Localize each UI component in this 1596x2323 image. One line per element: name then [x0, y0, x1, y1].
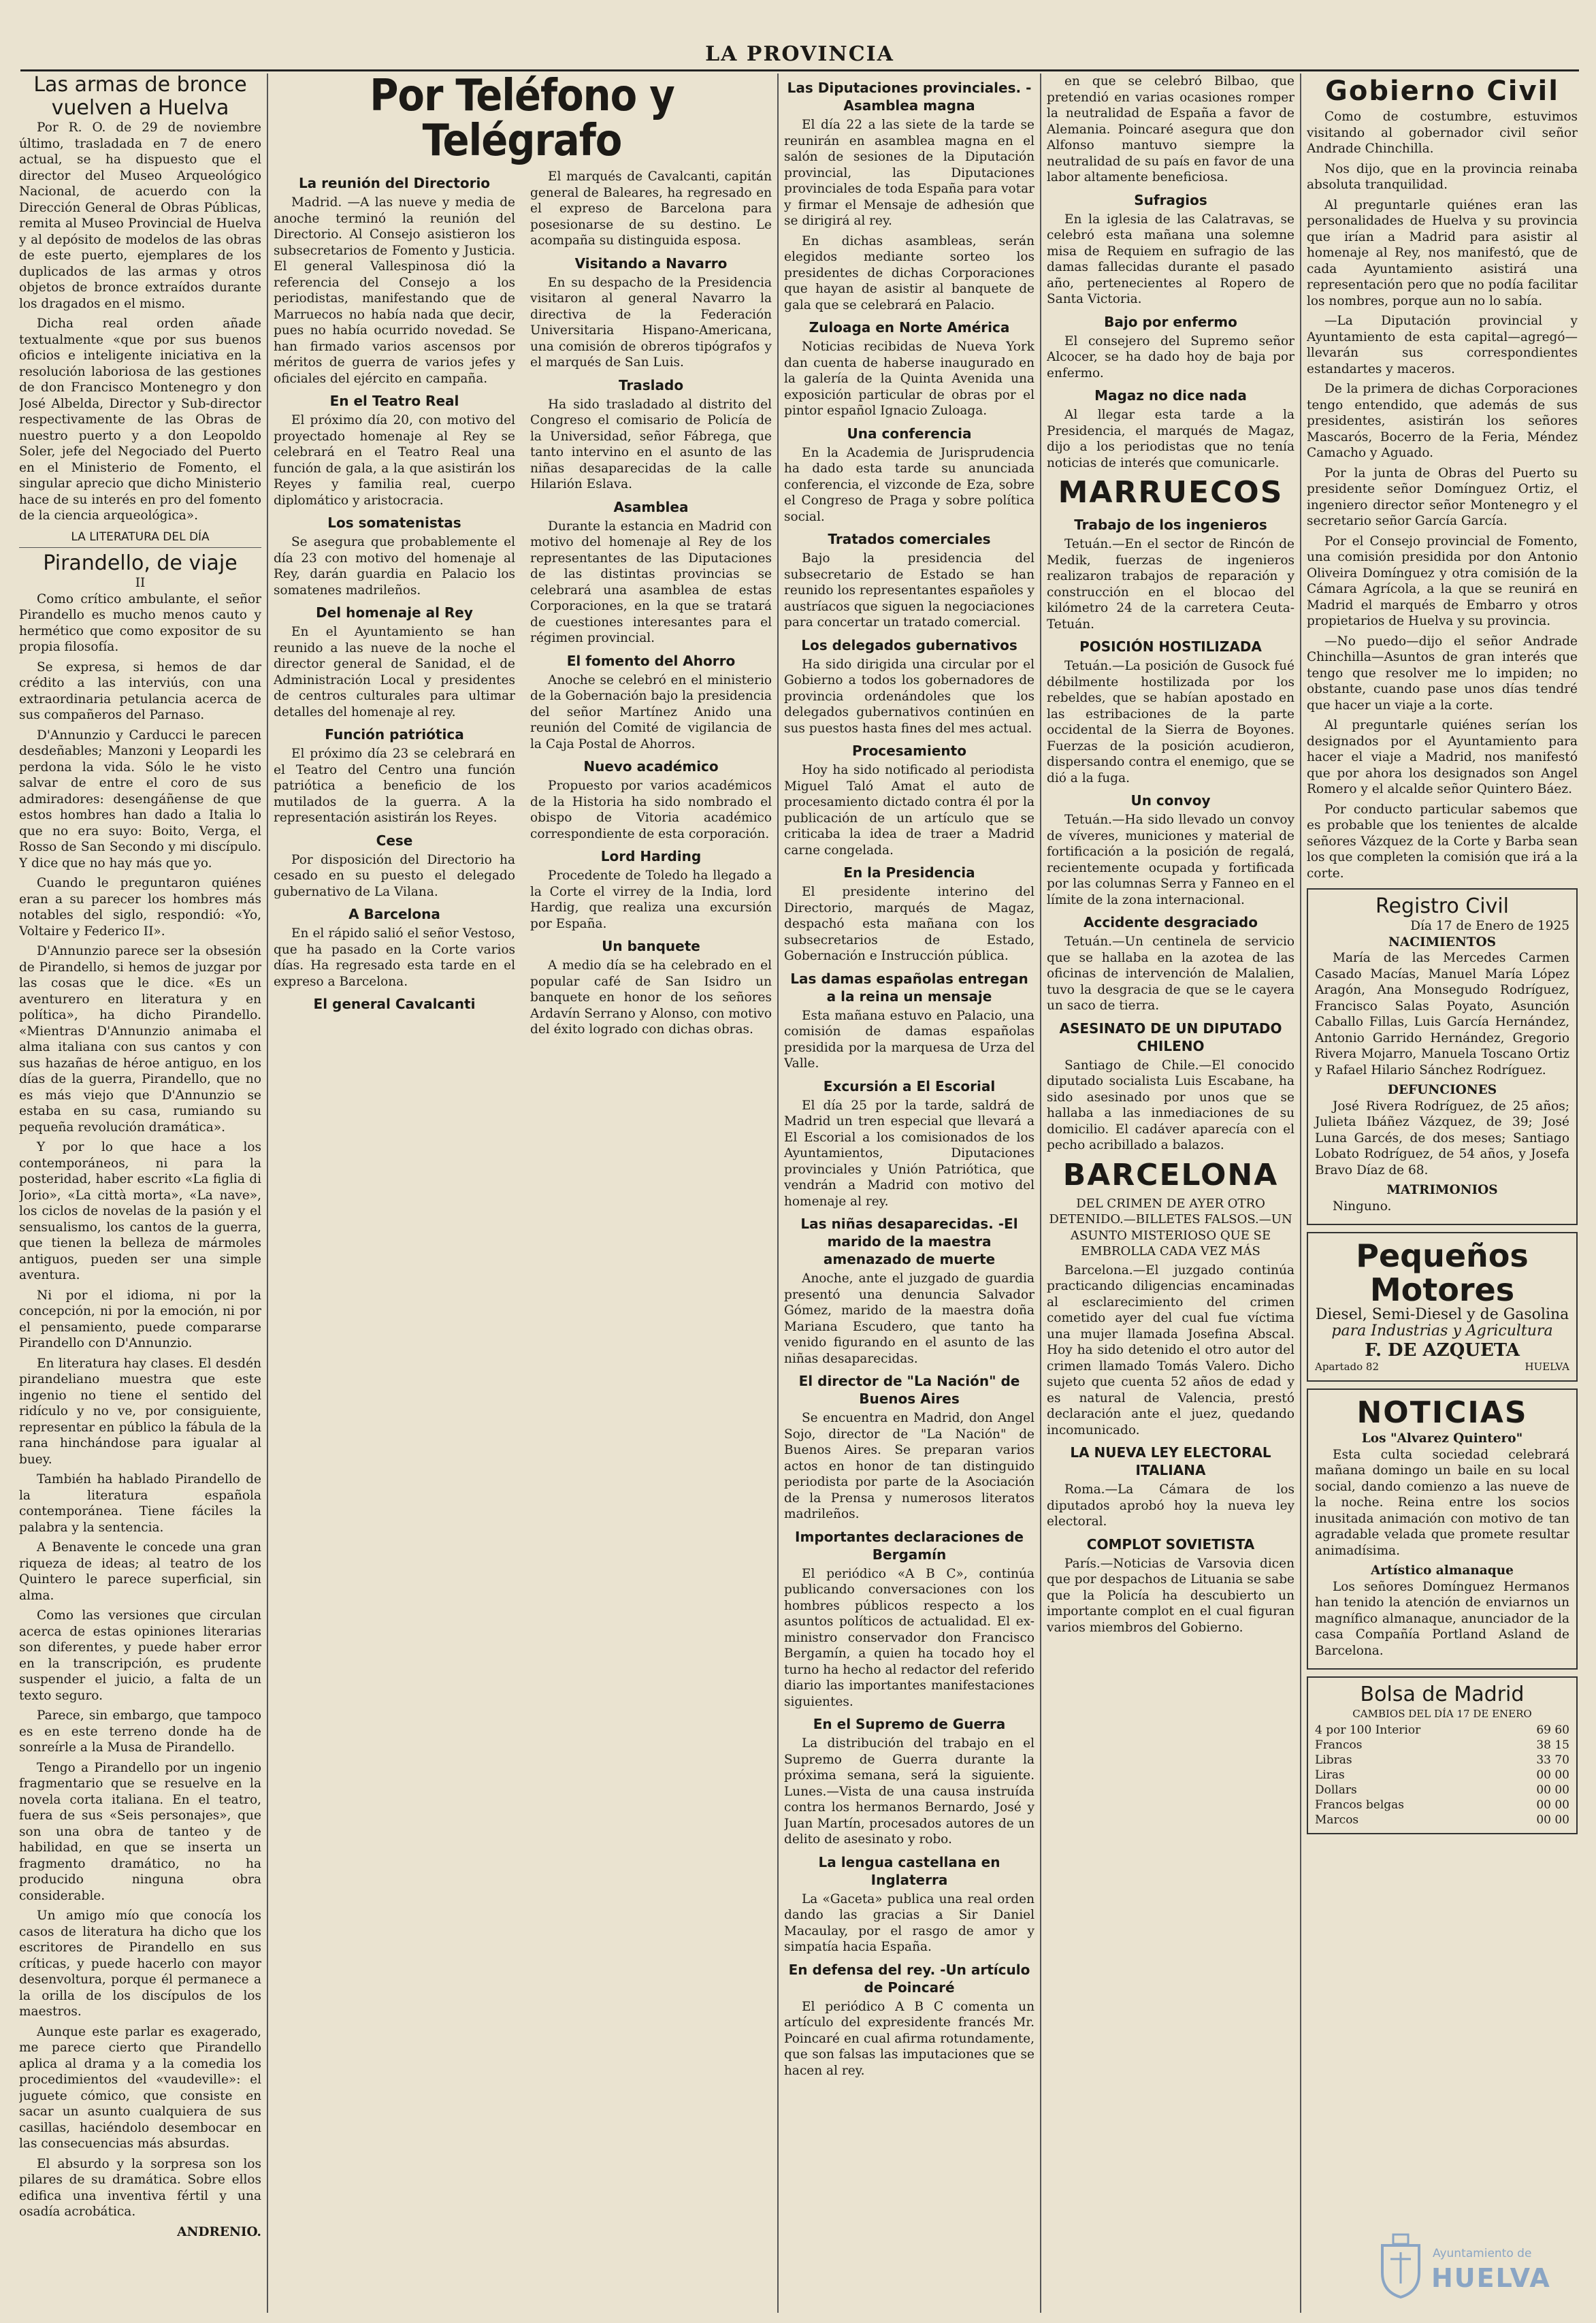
- article-paragraph: D'Annunzio y Carducci le parecen desdeñables; Manzoni y Leopardi les perdona la vida. Sólo le he visto salvar de entre el coro de sus admiradores: desengáñense de que estos hombres han dado a Italia lo que no era suyo: Boito, Verga, el Rosso de San Secondo y mi discípulo. Y dice que no hay más que yo.: [19, 728, 261, 871]
- news-text: Bajo la presidencia del subsecretario de Estado se han reunido los representantes españoles y austríacos que siguen la negociaciones para concertar un tratado comercial.: [784, 551, 1035, 630]
- news-headline: Los somatenistas: [327, 515, 461, 531]
- news-item: [274, 726, 515, 826]
- section-kicker: LA LITERATURA DEL DÍA: [19, 530, 261, 549]
- article-paragraph: Como de costumbre, estuvimos visitando al gobernador civil señor Andrade Chinchilla.: [1307, 110, 1578, 156]
- date-line: Día 17 de Enero de 1925: [1410, 919, 1569, 933]
- news-item: [274, 514, 515, 598]
- article-paragraph: En literatura hay clases. El desdén pirandeliano muestra que este ingenio no tiene el sentido del ridículo y no ve, por consiguiente, representar en público la fábula de la rana hinchándose para igualar al buey.: [19, 1356, 261, 1467]
- archive-seal: [1373, 2225, 1577, 2307]
- article-paragraph: Aunque este parlar es exagerado, me parece cierto que Pirandello aplica al drama y a la comedia los procedimientos del «vaudeville»: el juguete cómico, que consiste en sacar un asunto cualquiera de sus casillas, haciéndolo desembocar en las consecuencias más absurdas.: [19, 2024, 261, 2151]
- news-item: [530, 937, 772, 1038]
- column-rule: [267, 74, 268, 2313]
- bolsa-row: [1315, 1813, 1569, 1827]
- news-headline: El fomento del Ahorro: [566, 652, 736, 669]
- news-headline: Las niñas desaparecidas. -El marido de la maestra amenazado de muerte: [800, 1216, 1018, 1267]
- news-item: [784, 425, 1035, 525]
- article-paragraph: José Rivera Rodríguez, de 25 años; Julieta Ibáñez Vázquez, de 39; José Luna Garcés, de dos meses; Santiago Lobato Rodríguez, de 54 años, y Josefa Bravo Díaz de 68.: [1315, 1099, 1569, 1177]
- article-paragraph: Por la junta de Obras del Puerto su presidente señor Domínguez Ortiz, el ingeniero director señor Montenegro y el secretario señor García García.: [1307, 466, 1578, 528]
- news-text: Tetuán.—En el sector de Rincón de Medik, fuerzas de ingenieros realizaron trabajos de reparación y construcción en el blocao del kilómetro 24 de la carretera Ceuta-Tetuán.: [1047, 537, 1294, 632]
- article-paragraph: El absurdo y la sorpresa son los pilares de su dramática. Sobre ellos edifica una inventiva fértil y una osadía acrobática.: [19, 2156, 261, 2219]
- article-title: Las armas de bronce vuelven a Huelva: [33, 74, 247, 120]
- news-headline: En el Supremo de Guerra: [813, 1716, 1006, 1732]
- news-item: [1047, 313, 1294, 382]
- news-item: [274, 604, 515, 720]
- bolsa-row: [1315, 1738, 1569, 1753]
- subhead: DEFUNCIONES: [1387, 1083, 1497, 1097]
- bolsa-label: Dollars: [1315, 1783, 1357, 1797]
- news-item: [1047, 1020, 1294, 1154]
- news-item: [1047, 792, 1294, 908]
- bolsa-table: [1315, 1723, 1569, 1827]
- bolsa-value: 00 00: [1536, 1768, 1569, 1782]
- ad-line: para Industrias y Agricultura: [1331, 1322, 1553, 1339]
- news-text: La «Gaceta» publica una real orden dando las gracias a Sir Daniel Macaulay, por el rasgo de amor y simpatía hacia España.: [784, 1891, 1035, 1954]
- news-text: Propuesto por varios académicos de la Historia ha sido nombrado el obispo de Vitoria académico correspondiente de esta corporación.: [530, 779, 772, 841]
- news-sections: [784, 319, 1035, 2079]
- column-1: [19, 74, 261, 2313]
- section-banner: MARRUECOS: [1058, 475, 1284, 510]
- seal-caption: Ayuntamiento de: [1433, 2247, 1532, 2260]
- article-paragraph: Como crítico ambulante, el señor Pirandello es mucho menos cauto y hermético que como expositor de su propia filosofía.: [19, 591, 261, 654]
- section-title: Gobierno Civil: [1325, 76, 1559, 107]
- ad-footer: [1315, 1359, 1569, 1376]
- masthead: [20, 38, 1579, 71]
- news-text: El día 25 por la tarde, saldrá de Madrid un tren especial que llevará a El Escorial a los comisionados de los Ayuntamientos, Diputaciones provinciales y Unión Patriótica, que vendrán a Madrid con motivo del homenaje al rey.: [784, 1098, 1035, 1209]
- column-4: [1047, 74, 1294, 2313]
- news-headline: En la Presidencia: [843, 864, 975, 881]
- news-item: [530, 847, 772, 932]
- bolsa-label: Francos belgas: [1315, 1798, 1405, 1812]
- box-title: Registro Civil: [1375, 894, 1509, 918]
- article-paragraph: Como las versiones que circulan acerca de estas opiniones literarias son diferentes, y puede haber error en la transcripción, es prudente suspender el juicio, a falta de un texto seguro.: [19, 1608, 261, 1703]
- signature: ANDRENIO.: [177, 2224, 261, 2239]
- news-headline: La reunión del Directorio: [298, 175, 491, 191]
- article-paragraph: Por el Consejo provincial de Fomento, una comisión presidida por don Antonio Oliveira Domínguez y otra comisión de la Cámara Agrícola, a la que se reunirá en Madrid el marqués de Embarro y otros propietarios de Huelva y su provincia.: [1307, 534, 1578, 628]
- news-item: [784, 319, 1035, 419]
- article-paragraph: —No puedo—dijo el señor Andrade Chinchilla—Asuntos de gran interés que tengo que resolver me lo impiden; no obstante, cuando pase unos días tendré que hacer un viaje a la corte.: [1307, 634, 1578, 713]
- article-paragraph: Roma.—La Cámara de los diputados aprobó hoy la nueva ley electoral.: [1047, 1482, 1294, 1529]
- column-rule: [1040, 74, 1041, 2313]
- bolsa-value: 00 00: [1536, 1798, 1569, 1812]
- bolsa-value: 33 70: [1536, 1753, 1569, 1767]
- news-headline: Bajo por enfermo: [1104, 313, 1237, 330]
- article-paragraph: Un amigo mío que conocía los casos de literatura ha dicho que los escritores de Pirandello en sus críticas, y puede hacerlo con mayor desenvoltura, porque él permanece a la orilla de los discípulos de los maestros.: [19, 1908, 261, 2019]
- bolsa-value: 69 60: [1536, 1723, 1569, 1737]
- bolsa-label: 4 por 100 Interior: [1315, 1723, 1421, 1737]
- news-text: La distribución del trabajo en el Supremo de Guerra durante la próxima semana, será la siguiente. Lunes.—Vista de una causa instruída contra los hermanos Bernardo, José y Juan Martín, procesados autores de un delito de asesinato y robo.: [784, 1736, 1035, 1847]
- subhead: Artístico almanaque: [1371, 1563, 1514, 1578]
- news-item: [784, 1961, 1035, 2079]
- news-text: En su despacho de la Presidencia visitaron al general Navarro la directiva de la Federación Universitaria Hispano-Americana, una comisión de obreros tipógrafos y el marqués de San Luis.: [530, 275, 772, 370]
- article-paragraph: Se expresa, si hemos de dar crédito a las interviús, con una extraordinaria petulancia acerca de sus compañeros del Parnaso.: [19, 660, 261, 722]
- news-text: Ha sido trasladado al distrito del Congreso el comisario de Policía de la Universidad, señor Fábrega, que tanto intervino en el asunto de las niñas desaparecidas de la calle Hilarión Eslava.: [530, 397, 772, 491]
- article-paragraph: en que se celebró Bilbao, que pretendió en varias ocasiones romper la neutralidad de España a favor de Alemania. Poincaré asegura que don Alfonso mantuvo siempre la neutralidad de su país en favor de una labor altamente beneficiosa.: [1047, 74, 1294, 184]
- news-item: [784, 1077, 1035, 1210]
- news-item: [1047, 191, 1294, 308]
- news-text: Esta mañana estuvo en Palacio, una comisión de damas españolas presidida por la marquesa de Urza del Valle.: [784, 1008, 1035, 1071]
- news-headline: POSICIÓN HOSTILIZADA: [1079, 638, 1262, 655]
- news-item: [784, 742, 1035, 858]
- news-headline: Tratados comerciales: [828, 531, 991, 547]
- article-paragraph: Parece, sin embargo, que tampoco es en este terreno donde ha de sonreírle a la Musa de Pirandello.: [19, 1708, 261, 1755]
- part-numeral: II: [135, 576, 146, 590]
- news-headline: Los delegados gubernativos: [801, 636, 1017, 653]
- news-item: [530, 376, 772, 493]
- bolsa-label: Marcos: [1315, 1813, 1359, 1827]
- news-headline: Trabajo de los ingenieros: [1074, 517, 1267, 533]
- news-text: El marqués de Cavalcanti, capitán general de Baleares, ha regresado en el expreso de Barcelona para posesionarse de su destino. Le acompaña su distinguida esposa.: [530, 169, 772, 248]
- article-paragraph: Cuando le preguntaron quiénes eran a su parecer los hombres más notables del siglo, respondió: «Yo, Voltaire y Federico II».: [19, 876, 261, 939]
- news-item: [784, 1528, 1035, 1710]
- news-item: [784, 1853, 1035, 1955]
- news-sections: [1047, 516, 1294, 1154]
- article-paragraph: Por conducto particular sabemos que es probable que los tenientes de alcalde señores Vázquez de la Corte y Barba sean los que completen la comisión que irá a la corte.: [1307, 802, 1578, 881]
- news-item: [274, 905, 515, 990]
- section-banner: BARCELONA: [1062, 1157, 1279, 1192]
- subheadline: DEL CRIMEN DE AYER OTRO DETENIDO.—BILLETES FALSOS.—UN ASUNTO MISTERIOSO QUE SE EMBROLLA CADA VEZ MÁS: [1049, 1196, 1292, 1258]
- news-headline: Magaz no dice nada: [1094, 387, 1247, 404]
- advertisement: [1307, 1232, 1578, 1382]
- news-text: Tetuán.—Ha sido llevado un convoy de víveres, municiones y material de fortificación a la posición de regalá, recientemente ocupada y fortificada por las columnas Serra y Fanneo en el límite de la zona internacional.: [1047, 813, 1294, 907]
- news-headline: Procesamiento: [852, 743, 966, 759]
- news-text: En la Academia de Jurisprudencia ha dado esta tarde su anunciada conferencia, el vizconde de Eza, sobre el Congreso de Praga y sobre política social.: [784, 445, 1035, 524]
- ad-line: Diesel, Semi-Diesel y de Gasolina: [1315, 1306, 1569, 1323]
- column-rule: [777, 74, 779, 2313]
- article-body: [1307, 109, 1578, 881]
- news-item: [274, 392, 515, 508]
- news-headline: Nuevo académico: [583, 758, 719, 775]
- bolsa-value: 00 00: [1536, 1783, 1569, 1797]
- news-headline: Cese: [376, 832, 413, 849]
- news-headline: Excursión a El Escorial: [823, 1077, 996, 1094]
- news-headline: En defensa del rey. -Un artículo de Poincaré: [788, 1961, 1030, 1996]
- ad-title: Pequeños Motores: [1356, 1237, 1529, 1308]
- news-text: Noticias recibidas de Nueva York dan cuenta de haberse inaugurado en la galería de la Quinta Avenida una exposición particular de obras por el pintor español Ignacio Zuloaga.: [784, 340, 1035, 418]
- news-item: [274, 174, 515, 387]
- article-paragraph: Al preguntarle quiénes eran las personalidades de Huelva y su provincia que irían a Madrid para asistir al homenaje al Rey, nos manifestó, que de cada Ayuntamiento asistirá una representación pero que no podía facilitar los nombres, porque aun no lo sabía.: [1307, 197, 1578, 308]
- news-text: Santiago de Chile.—El conocido diputado socialista Luis Escabane, ha sido asesinado por unos que se hallaba a las inmediaciones de su domicilio. El cadáver aparecía con el pecho acribillado a balazos.: [1047, 1058, 1294, 1152]
- bolsa-row: [1315, 1753, 1569, 1768]
- bolsa-value: 00 00: [1536, 1813, 1569, 1827]
- news-text: El periódico «A B C», continúa publicando conversaciones con los hombres públicos respecto a los asuntos políticos de actualidad. El ex-ministro conservador don Francisco Bergamín, a quien ha tocado hoy el turno ha hecho al redactor del referido diario las importantes manifestaciones siguientes.: [784, 1566, 1035, 1709]
- article-paragraph: Dicha real orden añade textualmente «que por sus buenos oficios e inteligente iniciativa en la resolución laboriosa de las gestiones de don Francisco Montenegro y don José Albelda, Director y Sub-director respectivamente de las Obras de nuestro puerto y a don Leopoldo Soler, jefe del Negociado del Puerto en el Ministerio de Fomento, el singular aprecio que dicho Ministerio hace de su interés en pro del fomento de la ciencia arqueológica».: [19, 316, 261, 523]
- news-item: [784, 530, 1035, 631]
- news-headline: Función patriótica: [325, 726, 464, 743]
- article-paragraph: París.—Noticias de Varsovia dicen que por despachos de Lituania se sabe que la Policía ha descubierto un importante complot en el cual figuran varios miembros del Gobierno.: [1047, 1556, 1294, 1635]
- article-paragraph: —La Diputación provincial y Ayuntamiento de esta capital—agregó—llevarán sus correspondientes estandartes y maceros.: [1307, 314, 1578, 376]
- news-text: En la iglesia de las Calatravas, se celebró esta mañana una solemne misa de Requiem en sufragio de las damas fallecidas durante el pasado año, pertenecientes al Ropero de Santa Victoria.: [1047, 212, 1294, 306]
- column-5: [1307, 74, 1578, 2218]
- news-item: [784, 1372, 1035, 1523]
- news-item: [530, 255, 772, 371]
- subhead: NACIMIENTOS: [1388, 935, 1497, 949]
- subhead: Los "Alvarez Quintero": [1361, 1431, 1523, 1446]
- article-paragraph: María de las Mercedes Carmen Casado Macías, Manuel María López Aragón, Ana Monsegudo Rodríguez, Francisco Salas Poyato, Asunción Caballo Fillas, Luis García Hernández, Antonio Garrido Hernández, Gregorio Rivera Mojarro, Manuela Toscano Ortiz y Rafael Hilario Sánchez Rodríguez.: [1315, 951, 1569, 1077]
- date-line: CAMBIOS DEL DÍA 17 DE ENERO: [1352, 1708, 1532, 1720]
- news-item: [274, 832, 515, 900]
- article-paragraph: D'Annunzio parece ser la obsesión de Pirandello, si hemos de juzgar por las cosas que le dice. «Es un aventurero en literatura y en política», ha dicho Pirandello. «Mientras D'Annunzio animaba el alma italiana con sus cantos y con sus hazañas de héroe antiguo, en los días de la guerra, Pirandello, que no es más viejo que D'Annunzio se estaba en su casa, rumiando su pequeña revolución dramática».: [19, 944, 261, 1135]
- column-3: [784, 74, 1035, 2313]
- news-text: Se encuentra en Madrid, don Angel Sojo, director de "La Nación" de Buenos Aires. Se preparan varios actos en honor de tan distinguido periodista por parte de la Asociación de la Prensa y numerosos literatos madrileños.: [784, 1411, 1035, 1521]
- bolsa-value: 38 15: [1536, 1738, 1569, 1752]
- news-item: [784, 970, 1035, 1072]
- bolsa-label: Liras: [1315, 1768, 1345, 1782]
- article-paragraph: El día 22 a las siete de la tarde se reunirán en asamblea magna en el salón de sesiones de la Diputación provincial, las Diputaciones provinciales de toda España para votar y firmar el Mensaje de adhesión que se dirigirá al rey.: [784, 118, 1035, 228]
- article-paragraph: Tengo a Pirandello por un ingenio fragmentario que se resuelve en la novela corta italiana. En el teatro, fuera de sus «Seis personajes», que son una obra de tanteo y de habilidad, en que se inserta un fragmento dramático, no ha producido ninguna obra considerable.: [19, 1760, 261, 1903]
- article-paragraph: A Benavente le concede una gran riqueza de ideas; al teatro de los Quintero le parece superficial, sin alma.: [19, 1540, 261, 1603]
- news-item: [1047, 638, 1294, 786]
- bolsa-row: [1315, 1783, 1569, 1798]
- news-headline: ASESINATO DE UN DIPUTADO CHILENO: [1059, 1020, 1282, 1054]
- news-text: Hoy ha sido notificado al periodista Miguel Taló Amat el auto de procesamiento dictado contra él por la publicación de un artículo que se criticaba la idea de traer a Madrid carne congelada.: [784, 763, 1035, 858]
- news-headline: A Barcelona: [348, 906, 440, 922]
- column-2: [274, 74, 772, 2313]
- news-headline: Del homenaje al Rey: [316, 604, 473, 621]
- news-text: Por disposición del Directorio ha cesado en su puesto el delegado gubernativo de La Vilana.: [274, 852, 515, 899]
- article-paragraph: Al preguntarle quiénes serían los designados por el Ayuntamiento para hacer el viaje a Madrid, nos manifestó que por ahora los designados son Angel Romero y el alcalde señor Quintero Báez.: [1307, 718, 1578, 796]
- subhead: MATRIMONIOS: [1386, 1183, 1498, 1197]
- news-text: Al llegar esta tarde a la Presidencia, el marqués de Magaz, dijo a los periodistas que no tenía noticias de interés que comunicarle.: [1047, 408, 1294, 470]
- article-paragraph: Esta culta sociedad celebrará mañana domingo un baile en su local social, dando comienzo a las nueve de la noche. Reina entre los socios inusitada animación con motivo de tan agradable velada que promete resultar animadísima.: [1315, 1447, 1569, 1558]
- article-title: Las Diputaciones provinciales. -Asamblea magna: [787, 80, 1032, 114]
- registro-civil-box: [1307, 888, 1578, 1225]
- bolsa-label: Francos: [1315, 1738, 1363, 1752]
- news-text: En el Ayuntamiento se han reunido a las nueve de la noche el director general de Sanidad, el de Administración Local y presidentes de centros culturales para ultimar detalles del homenaje al rey.: [274, 625, 515, 719]
- news-headline: Sufragios: [1134, 191, 1207, 208]
- article-paragraph: Los señores Domínguez Hermanos han tenido la atención de enviarnos un magnífico almanaque, anunciador de la casa Compañía Portland Asland de Barcelona.: [1315, 1579, 1569, 1658]
- news-text: Anoche se celebró en el ministerio de la Gobernación bajo la presidencia del señor Martínez Anido una reunión del Comité de vigilancia de la Caja Postal de Ahorros.: [530, 672, 772, 751]
- news-text: El periódico A B C comenta un artículo del expresidente francés Mr. Poincaré en cual afirma rotundamente, que son falsas las imputaciones que se hacen al rey.: [784, 1999, 1035, 2078]
- news-item: [784, 1715, 1035, 1848]
- ad-firm: F. DE AZQUETA: [1365, 1340, 1520, 1361]
- news-headline: Una conferencia: [847, 425, 972, 442]
- news-headline: La lengua castellana en Inglaterra: [818, 1853, 1000, 1888]
- article-paragraph: También ha hablado Pirandello de la literatura española contemporánea. Tiene fáciles la palabra y la sentencia.: [19, 1472, 261, 1535]
- masthead-title: LA PROVINCIA: [705, 42, 894, 66]
- news-text: El presidente interino del Directorio, marqués de Magaz, despachó esta mañana con los subsecretarios de Estado, Gobernación e Instrucción pública.: [784, 885, 1035, 963]
- news-headline: Las damas españolas entregan a la reina un mensaje: [790, 970, 1028, 1005]
- bolsa-row: [1315, 1723, 1569, 1738]
- news-text: El próximo día 20, con motivo del proyectado homenaje al Rey se celebrará en el Teatro Real una función de gala, a la que asistirán los Reyes y familia real, cuerpo diplomático y aristocracia.: [274, 413, 515, 508]
- news-headline: Asamblea: [613, 498, 689, 515]
- news-item: [1047, 516, 1294, 632]
- news-headline: El director de "La Nación" de Buenos Aires: [798, 1373, 1020, 1407]
- news-headline: Lord Harding: [600, 848, 702, 864]
- box-title: NOTICIAS: [1356, 1395, 1528, 1430]
- ad-box: Apartado 82: [1315, 1360, 1380, 1373]
- article-paragraph: Por R. O. de 29 de noviembre último, trasladada en 7 de enero actual, se ha dispuesto que el director del Museo Arqueológico Nacional, de acuerdo con la Dirección General de Obras Públicas, remita al Museo Provincial de Huelva y al depósito de modelos de las obras de este puerto, ejemplares de los duplicados de las armas y otros objetos de bronce extraídos durante los dragados en el mismo.: [19, 120, 261, 311]
- news-text: Procedente de Toledo ha llegado a la Corte el virrey de la India, lord Hardig, que realiza una excursión por España.: [530, 868, 772, 931]
- article-paragraph: Y por lo que hace a los contemporáneos, ni para la posteridad, haber escrito «La figlia di Jorio», «La città morta», «La nave», los ciclos de novelas de la pasión y el sensualismo, los cantos de la guerra, que tienen la belleza de mármoles antiguos, pueden ser una simple aventura.: [19, 1140, 261, 1282]
- news-text: Anoche, ante el juzgado de guardia presentó una denuncia Salvador Gómez, marido de la maestra doña Mariana Escudero, que tanto ha venido figurando en el asunto de las niñas desaparecidas.: [784, 1271, 1035, 1366]
- article-paragraph: Ni por el idioma, ni por la concepción, ni por la emoción, ni por el pensamiento, puede compararse Pirandello con D'Annunzio.: [19, 1288, 261, 1350]
- news-item: [530, 758, 772, 842]
- news-headline: Zuloaga en Norte América: [809, 319, 1010, 336]
- article-paragraph: De la primera de dichas Corporaciones tengo entendido, que además de sus presidentes, asistirán los señores Mascarós, Bocerro de la Feria, Méndez Camacho y Aguado.: [1307, 382, 1578, 460]
- article-paragraph: Ninguno.: [1333, 1199, 1392, 1214]
- news-item: [784, 636, 1035, 737]
- news-text: Tetuán.—Un centinela de servicio que se hallaba en la azotea de las oficinas de intervención de Malalien, tuvo la desgracia de que se le cayera un saco de tierra.: [1047, 935, 1294, 1013]
- ad-city: HUELVA: [1525, 1360, 1569, 1373]
- news-item: [530, 652, 772, 753]
- news-headline: Traslado: [618, 376, 684, 393]
- news-headline: En el Teatro Real: [329, 393, 459, 409]
- article-paragraph: Nos dijo, que en la provincia reinaba absoluta tranquilidad.: [1307, 161, 1578, 192]
- bolsa-box: [1307, 1676, 1578, 1834]
- bolsa-row: [1315, 1768, 1569, 1783]
- bolsa-label: Libras: [1315, 1753, 1352, 1767]
- news-item: [1047, 387, 1294, 471]
- column-rule: [1300, 74, 1301, 2313]
- news-text: El consejero del Supremo señor Alcocer, se ha dado hoy de baja por enfermo.: [1047, 334, 1294, 380]
- seal-name: HUELVA: [1431, 2263, 1551, 2293]
- news-headline: Un banquete: [602, 938, 700, 954]
- noticias-box: [1307, 1388, 1578, 1670]
- news-headline: El general Cavalcanti: [313, 996, 476, 1012]
- news-text: Ha sido dirigida una circular por el Gobierno a todos los gobernadores de provincia ordenándoles que los delegados gubernativos continúen en sus puestos hasta fines del mes actual.: [784, 657, 1035, 736]
- news-headline: Visitando a Navarro: [574, 255, 728, 272]
- article-paragraph: En dichas asambleas, serán elegidos mediante sorteo los presidentes de dichas Corporaciones que hayan de asistir al banquete de gala que se celebrará en Palacio.: [784, 233, 1035, 312]
- news-item: [1047, 913, 1294, 1014]
- section-title: Por Teléfono y Telégrafo: [370, 74, 674, 166]
- news-headline: Importantes declaraciones de Bergamín: [795, 1528, 1024, 1563]
- news-text: Tetuán.—La posición de Gusock fué débilmente hostilizada por los rebeldes, que se habían apostado en las estribaciones de la parte occidental de la Sierra de Boyones. Fuerzas de la posición acudieron, dispersando contra el enemigo, que se dió a la fuga.: [1047, 659, 1294, 785]
- news-text: A medio día se ha celebrado en el popular café de San Isidro un banquete en honor de los señores Ardavín Serrano y Alonso, con motivo del éxito logrado con dichas obras.: [530, 958, 772, 1037]
- coat-of-arms-icon: [1377, 2232, 1424, 2300]
- news-sections: [274, 169, 772, 1038]
- news-headline: Un convoy: [1130, 792, 1211, 809]
- box-title: Bolsa de Madrid: [1360, 1683, 1525, 1706]
- news-headline: Accidente desgraciado: [1084, 914, 1258, 930]
- news-item: [784, 1215, 1035, 1367]
- news-text: Durante la estancia en Madrid con motivo del homenaje al Rey de los representantes de las Diputaciones de las distintas provincias se celebrará una asamblea de estas Corporaciones, en la que se tratará de cuestiones interesantes para el régimen provincial.: [530, 519, 772, 645]
- news-text: Madrid. —A las nueve y media de anoche terminó la reunión del Directorio. Al Consejo asistieron los subsecretarios de Fomento y Justicia. El general Vallespinosa dió la referencia del Consejo a los periodistas, manifestando que de Marruecos no había nada que decir, pues no había ocurrido novedad. Se han firmado varios ascensos por méritos de guerra de varios jefes y oficiales del ejército en campaña.: [274, 195, 515, 386]
- news-text: Se asegura que probablemente el día 23 con motivo del homenaje al Rey, darán guardia en Palacio los somatenes madrileños.: [274, 535, 515, 598]
- subhead: COMPLOT SOVIETISTA: [1086, 1536, 1255, 1553]
- news-text: En el rápido salió el señor Vestoso, que ha pasado en la Corte varios días. Ha regresado esta tarde en el expreso a Barcelona.: [274, 926, 515, 989]
- news-item: [530, 498, 772, 647]
- article-title: Pirandello, de viaje: [43, 551, 238, 575]
- subhead: LA NUEVA LEY ELECTORAL ITALIANA: [1070, 1444, 1271, 1478]
- article-paragraph: Barcelona.—El juzgado continúa practicando diligencias encaminadas al esclarecimiento del crimen cometido ayer del cual fue víctima una mujer llamada Josefina Abscal. Hoy ha sido detenido el otro autor del crimen llamado Tomás Valero. Dicho sujeto que cuenta 52 años de edad y es natural de Valencia, prestó declaración ante el juez, quedando incomunicado.: [1047, 1263, 1294, 1437]
- news-sections: [1047, 191, 1294, 472]
- bolsa-row: [1315, 1798, 1569, 1813]
- news-item: [784, 864, 1035, 964]
- news-text: El próximo día 23 se celebrará en el Teatro del Centro una función patriótica a beneficio de los mutilados de la guerra. A la representación asistirán los Reyes.: [274, 747, 515, 825]
